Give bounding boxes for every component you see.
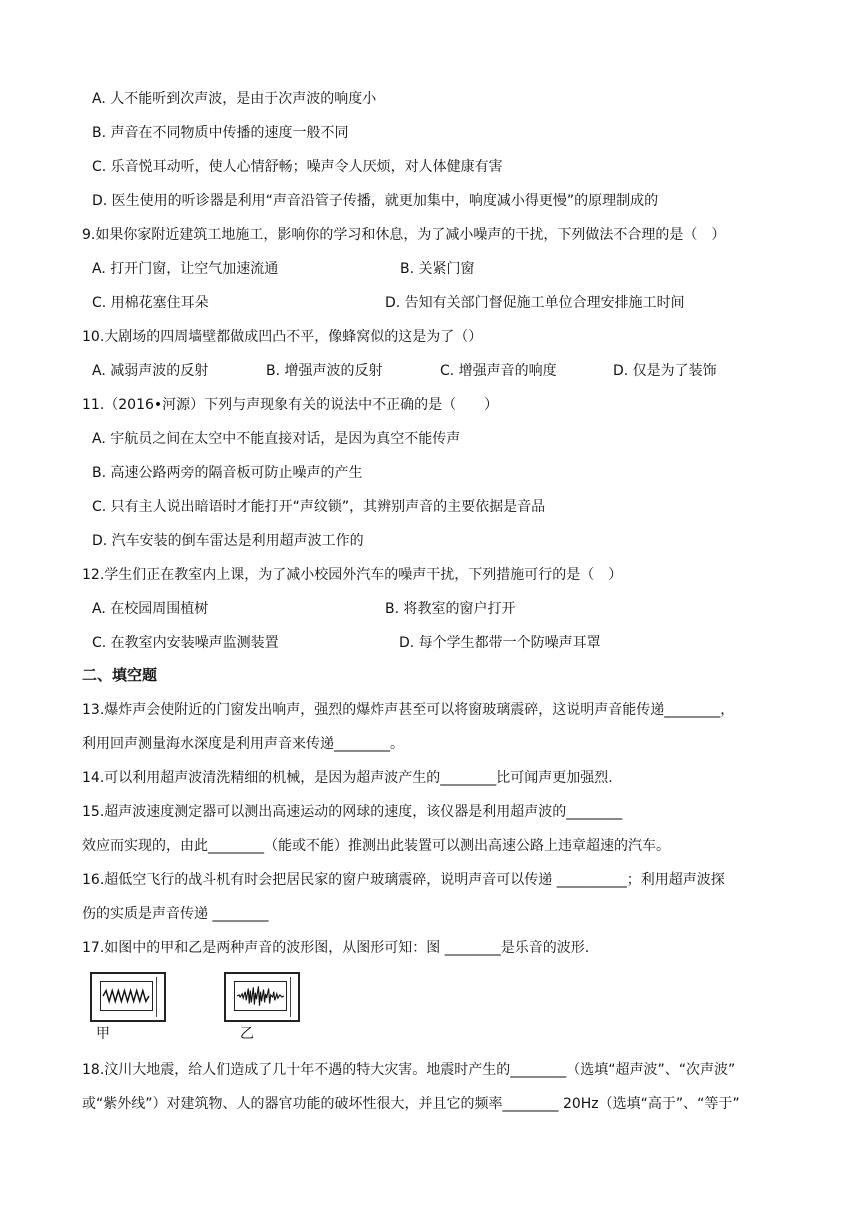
q10-option-a: A. 减弱声波的反射 [92, 363, 209, 379]
waveform-screen-yi [234, 981, 287, 1011]
q9-option-c: C. 用棉花塞住耳朵 [92, 295, 209, 311]
q11-option-a: A. 宇航员之间在太空中不能直接对话，是因为真空不能传声 [92, 431, 461, 447]
q10-option-b: B. 增强声波的反射 [266, 363, 383, 379]
q16-line-1: 16.超低空飞行的战斗机有时会把居民家的窗户玻璃震碎，说明声音可以传递 __________；利用超声波探 [82, 872, 725, 888]
q17-line-1: 17.如图中的甲和乙是两种声音的波形图，从图形可知：图 ________是乐音的波形. [82, 940, 590, 956]
waveform-figure-yi [224, 972, 300, 1022]
q9-option-b: B. 关紧门窗 [400, 261, 475, 277]
q12-option-b: B. 将教室的窗户打开 [385, 601, 516, 617]
waveform-figure-jia [90, 972, 166, 1022]
q12-option-c: C. 在教室内安装噪声监测装置 [92, 635, 279, 651]
noise-wave-icon [235, 982, 286, 1010]
q8-option-d: D. 医生使用的听诊器是利用“声音沿管子传播，就更加集中，响度减小得更慢”的原理制成的 [92, 193, 659, 209]
q11-option-d: D. 汽车安装的倒车雷达是利用超声波工作的 [92, 533, 364, 549]
q11-option-c: C. 只有主人说出暗语时才能打开“声纹锁”，其辨别声音的主要依据是音品 [92, 499, 546, 515]
q11-stem: 11.（2016•河源）下列与声现象有关的说法中不正确的是（ ） [82, 397, 499, 413]
q14-line-1: 14.可以利用超声波清洗精细的机械，是因为超声波产生的________比可闻声更加强烈. [82, 770, 613, 786]
waveform-screen-jia [100, 981, 153, 1011]
q18-line-1: 18.汶川大地震，给人们造成了几十年不遇的特大灾害。地震时产生的________（选填“超声波”、“次声波” [82, 1062, 736, 1078]
q8-option-a: A. 人不能听到次声波，是由于次声波的响度小 [92, 91, 377, 107]
q11-option-b: B. 高速公路两旁的隔音板可防止噪声的产生 [92, 465, 363, 481]
q12-stem: 12.学生们正在教室内上课，为了减小校园外汽车的噪声干扰，下列措施可行的是（ ） [82, 567, 623, 583]
section-heading-fill-in: 二、填空题 [82, 666, 158, 684]
q15-line-2: 效应而实现的，由此________（能或不能）推测出此装置可以测出高速公路上违章超速的汽车。 [82, 838, 670, 854]
q8-option-b: B. 声音在不同物质中传播的速度一般不同 [92, 125, 349, 141]
q13-line-2: 利用回声测量海水深度是利用声音来传递________。 [82, 736, 404, 752]
q16-line-2: 伤的实质是声音传递 ________ [82, 906, 269, 922]
figure-label-jia: 甲 [96, 1026, 110, 1042]
q9-stem: 9.如果你家附近建筑工地施工，影响你的学习和休息，为了减小噪声的干扰，下列做法不合理的是（ ） [82, 227, 726, 243]
q18-line-2: 或“紫外线”）对建筑物、人的器官功能的破坏性很大，并且它的频率________ 20Hz（选填“高于”、“等于” [82, 1096, 740, 1112]
q9-option-d: D. 告知有关部门督促施工单位合理安排施工时间 [385, 295, 685, 311]
q9-option-a: A. 打开门窗，让空气加速流通 [92, 261, 279, 277]
figure-label-yi: 乙 [240, 1026, 254, 1042]
q10-option-c: C. 增强声音的响度 [440, 363, 557, 379]
q12-option-d: D. 每个学生都带一个防噪声耳罩 [399, 635, 601, 651]
q8-option-c: C. 乐音悦耳动听，使人心情舒畅；噪声令人厌烦，对人体健康有害 [92, 159, 503, 175]
q13-line-1: 13.爆炸声会使附近的门窗发出响声，强烈的爆炸声甚至可以将窗玻璃震碎，这说明声音能传递________， [82, 702, 735, 718]
q12-option-a: A. 在校园周围植树 [92, 601, 209, 617]
q10-stem: 10.大剧场的四周墙壁都做成凹凸不平，像蜂窝似的这是为了（） [82, 329, 483, 345]
q10-option-d: D. 仅是为了装饰 [613, 363, 717, 379]
q15-line-1: 15.超声波速度测定器可以测出高速运动的网球的速度，该仪器是利用超声波的________ [82, 804, 623, 820]
regular-wave-icon [101, 982, 152, 1010]
